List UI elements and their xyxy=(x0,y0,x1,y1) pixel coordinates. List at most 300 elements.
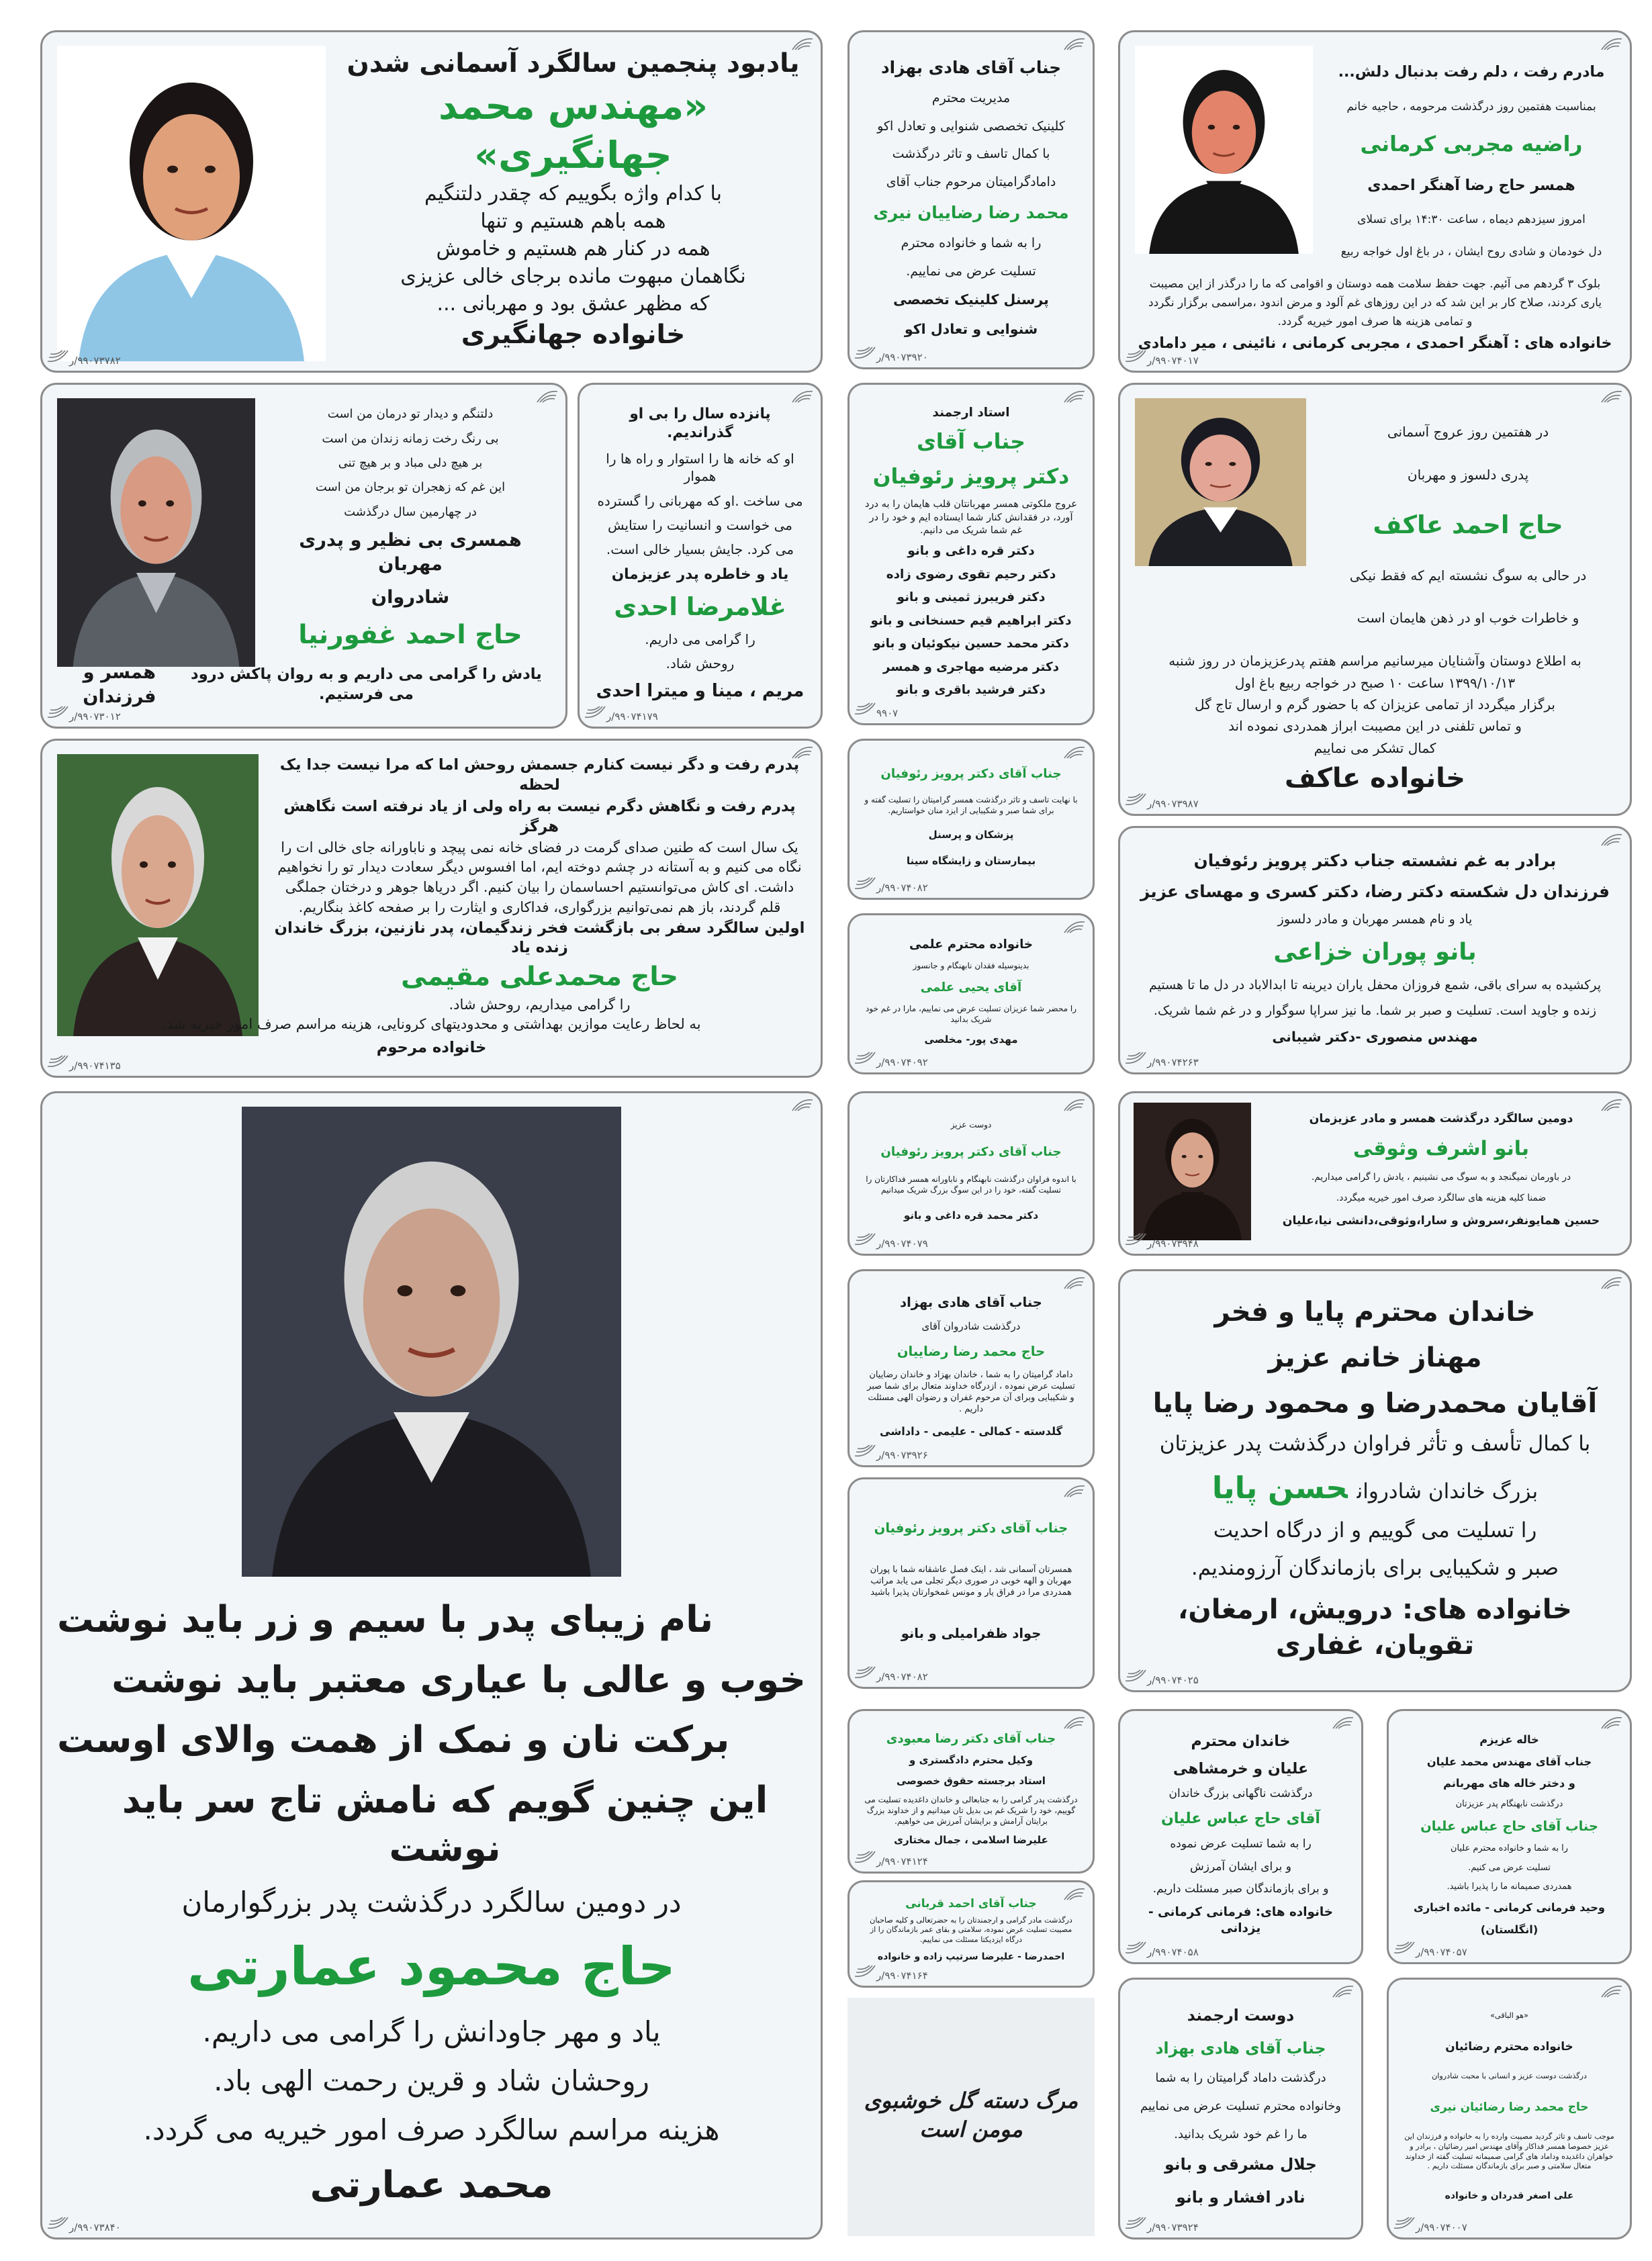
body-text xyxy=(1346,99,1596,114)
obituary-ad-mojarrabi-kermani xyxy=(1118,30,1632,373)
body-text xyxy=(214,2062,649,2099)
body-text xyxy=(864,1564,1078,1598)
ornament-swirl xyxy=(798,1107,810,1111)
photo-text-row xyxy=(1135,398,1615,652)
text: یک سال است که طنین صدای گرمت در فضای خانه نمی پیچد و ناباورانه جای خالی ات را xyxy=(281,839,798,856)
eye-right xyxy=(1233,125,1240,130)
headline-text xyxy=(900,1294,1042,1311)
portrait-image xyxy=(57,46,326,361)
ornament-swirl xyxy=(798,46,810,50)
condolence-ad-ghorbani xyxy=(847,1880,1095,1988)
body-text xyxy=(437,291,710,318)
text: جناب آقای دکتر پرویز رئوفیان xyxy=(874,1520,1068,1536)
text: امروز سیزدهم دیماه ، ساعت ۱۴:۳۰ برای تسلای xyxy=(1357,213,1586,227)
text: جناب آقای هادی بهزاد xyxy=(1155,2038,1326,2058)
corner-ornament-icon xyxy=(536,389,559,404)
headline-text xyxy=(1140,881,1610,903)
text: را محضر شما عزیزان تسلیت عرض می نماییم، مارا در غم خود شریک بدانید xyxy=(865,1004,1077,1024)
body-text xyxy=(1408,466,1528,483)
condolence-ad-behzad-clinic xyxy=(847,30,1095,369)
text: برکت نان و نمک از همت والای اوست xyxy=(57,1718,730,1761)
ornament-swirl xyxy=(1397,2217,1409,2221)
ad-text-block xyxy=(864,754,1078,880)
eye-left xyxy=(140,862,148,868)
headline-text xyxy=(1138,334,1612,353)
body-text xyxy=(909,1754,1033,1767)
body-text xyxy=(57,1715,756,1763)
corner-ornament-icon xyxy=(1063,1275,1086,1290)
body-text xyxy=(873,636,1069,652)
portrait-image xyxy=(1135,46,1313,254)
body-text xyxy=(480,208,666,235)
ad-reference-code: ۹۹۰۷۳۹۲۴/ر xyxy=(1147,2221,1199,2233)
text: مرگ دسته گل خوشبوی مومن است xyxy=(864,2088,1079,2142)
text: ضمنا کلیه هزینه های سالگرد صرف امور خیریه میگردد. xyxy=(1336,1193,1547,1204)
corner-ornament-icon xyxy=(1600,1275,1623,1290)
body-text xyxy=(1445,2190,1574,2203)
eye-right xyxy=(205,166,216,173)
ad-text-block xyxy=(1135,1993,1346,2220)
text: همه باهم هستیم و تنها xyxy=(480,210,666,234)
text: درگذشت مادر گرامی و ارجمندتان را به حضرتعالی و کلیه صاحبان مصیبت تسلیت عرض نموده، سلامتی و بقای عمر بازماندگان را از درگاه ایزدیکتا مسئلت می نماییم. xyxy=(870,1915,1072,1945)
headline-text xyxy=(1285,761,1465,796)
text: حاج محمدعلی مقیمی xyxy=(401,962,678,993)
obituary-ad-ghafournia xyxy=(40,383,567,729)
text: همسرتان آسمانی شد ، اینک فصل عاشقانه شما با پوران مهربان و الهه خوبی در صوری دیگر تجلی می یابد مراتب همدردی مرا در فراق یار و مونس غمخوارتان پذیرا باشید xyxy=(870,1564,1072,1598)
ad-text-block xyxy=(1135,841,1615,1055)
body-text xyxy=(322,431,498,447)
woman-portrait-photo xyxy=(1134,1103,1251,1240)
headline-text xyxy=(347,46,800,81)
body-text xyxy=(645,631,755,648)
deceased-name xyxy=(187,1933,676,2002)
text: دکتر پرویز رئوفیان xyxy=(872,464,1070,489)
body-text xyxy=(1468,1862,1551,1874)
text: دکتر رحیم تقوی رضوی زاده xyxy=(886,567,1056,582)
text: را گرامی می داریم. xyxy=(645,631,755,647)
body-text xyxy=(864,1004,1078,1025)
body-text xyxy=(864,1795,1078,1827)
corner-ornament-icon xyxy=(1063,1886,1086,1901)
text: جناب آقای دکتر رضا معبودی xyxy=(886,1732,1056,1747)
body-text xyxy=(880,1424,1062,1438)
ornament-swirl xyxy=(1128,1234,1140,1237)
text: نگاه می کنیم و به آستانه در چشم دوخته ایم، اما افسوس دیگر سعادت دیدار تو را نخواهیم xyxy=(277,859,802,876)
corner-ornament-icon xyxy=(854,1051,876,1066)
body-text xyxy=(424,181,722,207)
ad-text-block xyxy=(1135,1285,1615,1673)
body-text xyxy=(907,855,1036,868)
ornament-swirl xyxy=(1070,1493,1082,1497)
headline-text xyxy=(596,680,805,702)
deceased-name xyxy=(1430,2099,1589,2114)
corner-ornament-icon xyxy=(791,1097,814,1112)
ornament-swirl xyxy=(588,706,600,710)
text: خانواده محترم رضائیان xyxy=(1445,2039,1573,2053)
text: با کدام واژه بگوییم که چقدر دلتنگیم xyxy=(424,182,722,206)
text: عروج ملکوتی همسر مهربانتان قلب هایمان را به درد آورد، در فقدانش کنار شما ایستاده ایم و خود را در غم شما شریک می دانیم. xyxy=(864,498,1078,536)
body-text xyxy=(594,405,806,443)
deceased-name xyxy=(880,766,1061,782)
text: «هو الباقی» xyxy=(1490,2011,1528,2020)
body-text xyxy=(1341,244,1602,259)
text: زنده و جاوید است. تسلیت و صبر بر شما. ما نیز سراپا سوگوار و در غم شما شریک. xyxy=(1153,1003,1597,1018)
text: علی اصغر قدردان و خانواده xyxy=(1444,2190,1574,2201)
body-text xyxy=(1160,1430,1591,1458)
body-text xyxy=(907,543,1034,559)
body-text xyxy=(377,1038,487,1058)
text: این غم که زهجران تو برجان من است xyxy=(315,480,506,495)
headline-text xyxy=(901,1625,1042,1643)
text: موجب تاسف و تاثر گردید مصیبت وارده را به خانواده و فرزندان این عزیز خصوصا همسر فداکار وآقای مهندس امیر رضائیان ، برادر و خواهران داغدیده وداماد های گرامی صمیمانه تسلیت گفته از خداوند متعال سلامتی و صبر برای بازماندگان مسئلت داریم . xyxy=(1404,2132,1614,2171)
body-text xyxy=(436,236,710,263)
text: جناب آقای هادی بهزاد xyxy=(881,57,1061,77)
body-text xyxy=(1190,1859,1291,1874)
text: را گرامی میداریم، روحش شاد. xyxy=(449,996,631,1013)
corner-ornament-icon xyxy=(1124,349,1147,364)
ornament-swirl xyxy=(1070,755,1082,758)
text: قلم گردند، باز هم نمی‌توانیم بزرگواری، فداکاری و ایثارت را بر صفحه کاغذ بنگاریم. xyxy=(298,898,781,915)
deceased-name xyxy=(1161,1809,1320,1829)
ad-text-block xyxy=(1404,1724,1615,1945)
ornament-swirl xyxy=(858,1445,870,1448)
corner-ornament-icon xyxy=(1063,919,1086,934)
ornament-swirl xyxy=(1070,46,1082,50)
photo-text-row xyxy=(57,754,806,1015)
text: برگزار میگردد از تمامی عزیزان که با حضور گرم و ارسال تاج گل xyxy=(1195,696,1555,713)
deceased-name xyxy=(614,591,786,624)
deceased-name xyxy=(1420,1818,1598,1835)
text: خانواده عاکف xyxy=(1285,763,1465,794)
headline-text xyxy=(1164,2154,1317,2175)
text: درگذشت شادروان آقای xyxy=(921,1320,1021,1333)
body-text xyxy=(1443,1776,1575,1790)
body-text xyxy=(886,567,1056,583)
body-text xyxy=(608,516,792,534)
ornament-swirl xyxy=(1607,1994,1619,1997)
text: به اطلاع دوستان وآشنایان میرسانیم مراسم هفتم پدرعزیزمان در روز شنبه xyxy=(1168,653,1581,670)
corner-ornament-icon xyxy=(1600,1715,1623,1730)
ad-text-block xyxy=(57,1583,806,2220)
body-text xyxy=(57,1595,740,1643)
text: تسلیت عرض می کنیم. xyxy=(1468,1862,1551,1873)
text: دکتر فرشید باقری و بانو xyxy=(897,683,1046,698)
text: جناب آقای دکتر پرویز رئوفیان xyxy=(880,767,1062,782)
text: جناب آقای حاج عباس علیان xyxy=(1420,1818,1598,1834)
deceased-name xyxy=(880,1144,1061,1160)
text: خاندان محترم پایا و فخر xyxy=(1214,1296,1536,1328)
deceased-name xyxy=(897,1343,1045,1360)
corner-ornament-icon xyxy=(1600,1984,1623,1998)
text: یاد و نام همسر مهربان و مادر دلسوز xyxy=(1277,912,1473,927)
corner-ornament-icon xyxy=(1124,1232,1147,1247)
text: پزشکان و پرسنل xyxy=(928,829,1014,841)
deceased-name: حسن پایا xyxy=(1211,1469,1348,1506)
deceased-name xyxy=(873,463,1070,492)
text: بیمارستان و زایشگاه سینا xyxy=(906,854,1036,867)
corner-ornament-icon xyxy=(854,346,876,361)
ad-reference-code: ۹۹۰۷۴۰۲۵/ر xyxy=(1147,1674,1199,1686)
body-text xyxy=(1490,2011,1528,2021)
ad-text-block xyxy=(340,46,806,353)
body-text xyxy=(894,1834,1048,1847)
text: خانواده های: فرمانی کرمانی - یزدانی xyxy=(1148,1905,1334,1936)
text: آقایان محمدرضا و محمود رضا پایا xyxy=(1152,1387,1598,1419)
body-text xyxy=(400,263,746,290)
corner-ornament-icon xyxy=(584,705,606,720)
text: آقای یحیی علمی xyxy=(920,980,1022,995)
corner-ornament-icon xyxy=(1393,1941,1416,1955)
text: می ساخت .او که مهربانی را گسترده xyxy=(597,492,803,509)
body-text xyxy=(1357,609,1579,627)
eye-left xyxy=(138,500,146,506)
text: محمد رضا رضاییان نیری xyxy=(873,202,1069,222)
text: دکتر قره داغی و بانو xyxy=(907,544,1035,559)
corner-ornament-icon xyxy=(1124,1669,1147,1683)
body-text xyxy=(1213,1517,1537,1544)
corner-ornament-icon xyxy=(1124,1941,1147,1955)
obituary-ad-jahangiri xyxy=(40,30,823,373)
obituary-ad-moghimi xyxy=(40,739,823,1078)
body-text xyxy=(285,878,794,897)
ornament-swirl xyxy=(858,1667,870,1670)
body-text xyxy=(877,118,1065,135)
ornament-swirl xyxy=(50,706,62,710)
obituary-ad-vosoughi xyxy=(1118,1091,1632,1256)
text: جناب آقای هادی بهزاد xyxy=(900,1294,1042,1310)
body-text xyxy=(328,406,494,422)
text: مادرم رفت ، دلم رفت بدنبال دلش... xyxy=(1338,63,1605,81)
body-text xyxy=(1336,1192,1546,1204)
ad-text-block xyxy=(864,46,1078,350)
corner-ornament-icon xyxy=(854,1665,876,1680)
deceased-name xyxy=(873,202,1068,224)
body-text xyxy=(897,1775,1046,1788)
corner-ornament-icon xyxy=(1600,389,1623,404)
deceased-name xyxy=(340,82,806,181)
obituary-ad-akef xyxy=(1118,383,1632,816)
ad-text-block xyxy=(864,1493,1078,1669)
ad-reference-code: ۹۹۰۷۴۱۲۴/ر xyxy=(876,1855,928,1867)
text: آقای حاج عباس علیان xyxy=(1161,1810,1320,1828)
ornament-swirl xyxy=(1607,1285,1619,1289)
deceased-name xyxy=(886,1731,1056,1747)
headline-text xyxy=(1338,62,1605,82)
ornament-swirl xyxy=(1128,1052,1140,1056)
text: نام زیبای پدر با سیم و زر باید نوشت xyxy=(57,1598,714,1641)
ornament-swirl xyxy=(50,2217,62,2221)
body-text xyxy=(316,479,505,496)
body-text xyxy=(892,146,1050,163)
body-text xyxy=(1153,1882,1329,1896)
text: محمد عمارتی xyxy=(310,2162,553,2206)
text: پدرم رفت و دگر نیست کنارم جسمش روحش اما که مرا نیست جدا یک لحظه xyxy=(279,755,800,794)
deceased-name xyxy=(1353,1136,1529,1162)
ornament-swirl xyxy=(1070,399,1082,402)
condolence-ad-behzad-friends xyxy=(1118,1978,1363,2240)
text: درگذشت دوست عزیز و انسانی با محبت شادروان xyxy=(1432,2071,1587,2080)
text: غلامرضا احدی xyxy=(614,592,786,622)
corner-ornament-icon xyxy=(1063,1715,1086,1730)
body-text xyxy=(913,961,1029,972)
corner-ornament-icon xyxy=(46,1054,69,1069)
text: و دختر خاله های مهربانم xyxy=(1443,1777,1575,1790)
elderly-man-flowers-portrait-photo xyxy=(57,754,259,1036)
text: مریم ، مینا و میترا احدی xyxy=(596,680,805,701)
text: را تسلیت می گوییم و از درگاه احدیت xyxy=(1213,1518,1537,1543)
ad-reference-code: ۹۹۰۷۴۰۸۲/ر xyxy=(876,882,928,894)
text: درگذشت پدر گرامی را به جنابعالی و خاندان داغدیده تسلیت می گوییم، خود را شریک غم بی بدیل تان میدانیم و از خداوند بزرگ برایتان آرامش و برایشان آمرزش می خواهیم. xyxy=(864,1794,1078,1826)
headline-text xyxy=(1173,1759,1308,1779)
headline-text xyxy=(1268,1340,1481,1375)
ornament-swirl xyxy=(1128,351,1140,354)
portrait-image xyxy=(57,754,259,1036)
text: این چنین گویم که نامش تاج سر باید نوشت xyxy=(122,1778,768,1870)
text: جلال مشرقی و بانو xyxy=(1164,2155,1317,2174)
calligraphy-quote xyxy=(847,1998,1095,2236)
corner-ornament-icon xyxy=(1124,2216,1147,2231)
corner-ornament-icon xyxy=(1063,745,1086,759)
body-text xyxy=(862,2086,1080,2143)
text: در دومین سالگرد درگذشت پدر بزرگوارمان xyxy=(181,1886,682,1919)
text: شادروان xyxy=(371,586,450,608)
ad-text-block xyxy=(864,929,1078,1055)
ad-reference-code: ۹۹۰۷۴۱۷۹/ر xyxy=(606,710,658,723)
ornament-swirl xyxy=(50,351,62,354)
ad-text-block xyxy=(1321,398,1615,652)
text: با کمال تاسف و تاثر درگذشت xyxy=(892,146,1050,162)
ornament-swirl xyxy=(858,878,870,881)
ad-reference-code: ۹۹۰۷۴۰۵۸/ر xyxy=(1147,1946,1199,1958)
body-text xyxy=(932,405,1009,421)
body-text xyxy=(1272,1028,1477,1046)
text: در حالی به سوگ نشسته ایم که فقط نیکی xyxy=(1349,567,1587,584)
condolence-ad-olyan-families xyxy=(1118,1709,1363,1964)
text: در چهارمین سال درگذشت xyxy=(344,504,477,519)
body-text xyxy=(449,996,630,1015)
eye-right xyxy=(166,500,174,506)
text: نگاهمان مبهوت مانده برجای خالی عزیزی xyxy=(400,264,746,288)
text: دامادگرامیتان مرحوم جناب آقای xyxy=(886,175,1056,190)
body-text xyxy=(1350,567,1587,584)
ad-text-block xyxy=(864,1724,1078,1854)
text: خاله عزیزم xyxy=(1479,1733,1539,1746)
ad-reference-code: ۹۹۰۷۴۰۵۷/ر xyxy=(1416,1946,1467,1958)
text: دکتر مرضیه مهاجری و همسر xyxy=(882,659,1060,674)
text: همسری بی نظیر و پدری مهربان xyxy=(299,530,522,575)
text: را به شما تسلیت عرض نموده xyxy=(1170,1837,1312,1851)
ornament-swirl xyxy=(858,1966,870,1969)
text: بر هیچ دلی مباد و بر هیچ تنی xyxy=(338,456,483,471)
corner-ornament-icon xyxy=(1124,1051,1147,1066)
corner-ornament-icon xyxy=(854,1444,876,1459)
ornament-swirl xyxy=(858,703,870,706)
body-text xyxy=(1283,1213,1600,1229)
text: یاری کردند، صلاح کار بر این شد که در این روزهای غم آلود و مرض اندود ،مراسمی برگزار نگردد xyxy=(1148,295,1602,310)
text: حاج محمود عمارتی xyxy=(187,1937,676,1998)
text: تسلیت عرض می نماییم. xyxy=(906,263,1036,279)
body-text xyxy=(1310,1111,1573,1127)
text: درگذشت داماد گرامیتان را به شما xyxy=(1155,2071,1326,2086)
ad-footer-text xyxy=(1135,277,1615,353)
text: جواد ظفرامیلی و بانو xyxy=(901,1626,1042,1642)
ornament-swirl xyxy=(1338,1725,1350,1728)
obituary-ad-emarati xyxy=(40,1091,823,2240)
text: جناب آقای xyxy=(917,429,1025,454)
headline-text xyxy=(310,2160,553,2209)
text: بمناسبت هفتمین روز درگذشت مرحومه ، حاجیه خانم xyxy=(1346,99,1596,113)
condolence-ad-sina-hospital xyxy=(847,739,1095,900)
eye-right xyxy=(1198,1155,1203,1158)
text: داماد گرامیتان را به شما ، خاندان بهزاد و خاندان رضاییان تسلیت عرض نموده ، ازدرگاه خداوند متعال برای شما صبر و شکیبایی وبرای آن مرحوم غفران و رضوان الهی مسئلت داریم . xyxy=(867,1370,1075,1415)
body-text xyxy=(871,613,1072,629)
body-text xyxy=(922,1320,1021,1334)
text: درگذشت ناگهانی بزرگ خاندان xyxy=(1168,1787,1313,1801)
young-man-portrait-photo xyxy=(57,46,326,361)
ornament-swirl xyxy=(798,399,810,402)
elderly-man-cap-portrait-photo xyxy=(1135,398,1306,566)
headline-text xyxy=(1445,2039,1573,2054)
text: پرسنل کلینیک تخصصی xyxy=(893,291,1049,308)
text: دکتر محمد قره داغی و بانو xyxy=(903,1209,1039,1221)
text: را به شما و خانواده محترم xyxy=(901,235,1042,250)
eye-left xyxy=(167,166,178,173)
corner-ornament-icon xyxy=(854,1850,876,1865)
body-text xyxy=(1479,1733,1539,1747)
condolence-ad-elmi xyxy=(847,913,1095,1074)
headline-text xyxy=(881,57,1061,79)
body-text xyxy=(864,1369,1078,1415)
body-text xyxy=(1404,2132,1615,2172)
eye-left xyxy=(1205,462,1212,466)
headline-text xyxy=(1194,850,1557,872)
body-text xyxy=(1278,911,1473,928)
ad-reference-code: ۹۹۰۷ xyxy=(876,707,899,719)
body-text xyxy=(1432,2072,1587,2082)
headline-text xyxy=(1187,2005,1295,2026)
body-text xyxy=(883,659,1059,676)
text: همه در کنار هم هستیم و خاموش xyxy=(436,237,710,261)
headline-text xyxy=(371,586,449,610)
deceased-name xyxy=(1360,131,1582,159)
text: جناب آقای مهندس محمد علیان xyxy=(1426,1755,1592,1768)
deceased-name xyxy=(874,1520,1068,1537)
ad-reference-code: ۹۹۰۷۴۱۳۵/ر xyxy=(69,1060,121,1072)
body-text xyxy=(344,504,477,520)
text: و برای ایشان آمرزش xyxy=(1189,1859,1292,1874)
ad-reference-code: ۹۹۰۷۴۰۱۷/ر xyxy=(1147,355,1199,367)
body-text xyxy=(1312,1171,1571,1183)
body-text xyxy=(1414,1900,1605,1914)
text: و تماس تلفنی در این مصیبت ابراز همدردی نموده اند xyxy=(1228,718,1522,735)
body-text xyxy=(281,839,798,858)
body-text xyxy=(1387,423,1549,441)
text: صبر و شکیبایی برای بازماندگان آرزومندیم. xyxy=(1191,1555,1559,1580)
headline-text xyxy=(270,528,551,577)
body-text xyxy=(1451,1843,1568,1854)
text: او که خانه ها را استوار و راه ها را هموار xyxy=(606,450,794,485)
portrait-image xyxy=(1135,398,1306,566)
body-text xyxy=(597,492,802,510)
text: وحید فرمانی کرمانی - مائده اخباری xyxy=(1414,1901,1605,1914)
deceased-name xyxy=(921,980,1022,996)
body-text xyxy=(893,291,1049,309)
body-text xyxy=(1481,1923,1538,1937)
text: خانواده جهانگیری xyxy=(461,320,686,351)
body-text xyxy=(1174,2127,1307,2143)
text: با کمال تأسف و تأثر فراوان درگذشت پدر عزیزتان xyxy=(1159,1432,1591,1457)
text: فرزندان دل شکسته دکتر رضا، دکتر کسری و مهسای عزیز xyxy=(1140,881,1610,901)
